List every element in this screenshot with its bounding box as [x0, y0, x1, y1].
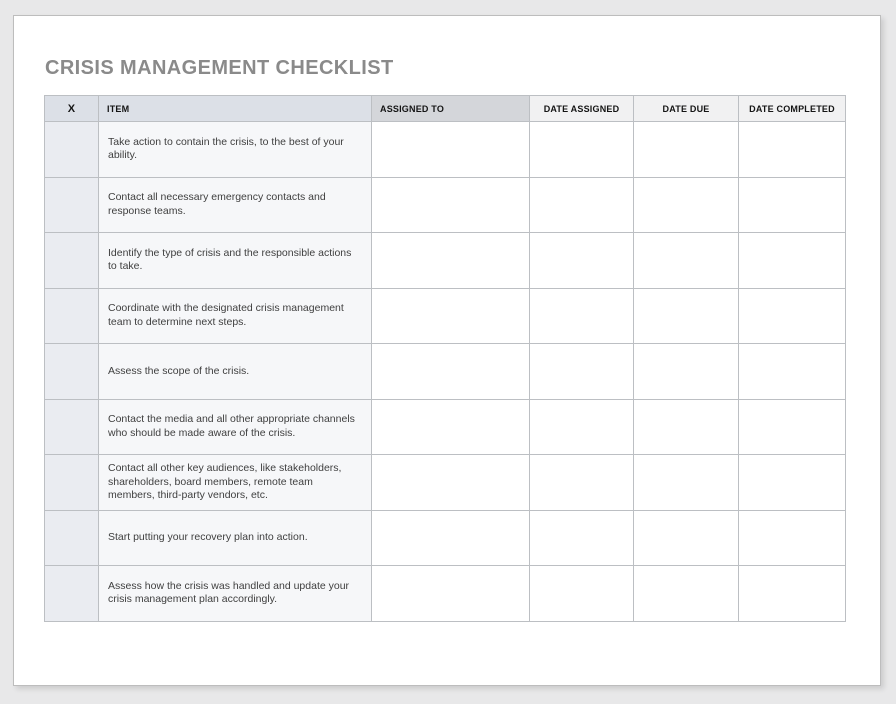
- table-row: [45, 177, 846, 233]
- check-cell[interactable]: [45, 233, 99, 289]
- date-assigned-cell[interactable]: [530, 122, 634, 178]
- date-completed-cell[interactable]: [739, 510, 846, 566]
- date-completed-cell[interactable]: [739, 399, 846, 455]
- check-cell[interactable]: [45, 344, 99, 400]
- table-row: [45, 122, 846, 178]
- table-row: [45, 455, 846, 511]
- assigned-to-cell[interactable]: [372, 510, 530, 566]
- header-check-column: X: [45, 96, 99, 122]
- date-due-cell[interactable]: [634, 510, 739, 566]
- date-due-cell[interactable]: [634, 399, 739, 455]
- check-cell[interactable]: [45, 455, 99, 511]
- check-cell[interactable]: [45, 399, 99, 455]
- table-row: [45, 288, 846, 344]
- date-assigned-cell[interactable]: [530, 344, 634, 400]
- assigned-to-cell[interactable]: [372, 177, 530, 233]
- date-completed-cell[interactable]: [739, 566, 846, 622]
- header-date-due-column: DATE DUE: [634, 96, 739, 122]
- page-title: CRISIS MANAGEMENT CHECKLIST: [45, 57, 394, 79]
- header-date-assigned-column: DATE ASSIGNED: [530, 96, 634, 122]
- item-cell: Contact all necessary emergency contacts and response teams.: [99, 177, 372, 233]
- item-cell: Contact all other key audiences, like stakeholders, shareholders, board members, remote team members, third-party vendors, etc.: [99, 455, 372, 511]
- date-assigned-cell[interactable]: [530, 288, 634, 344]
- date-due-cell[interactable]: [634, 122, 739, 178]
- item-cell: Assess how the crisis was handled and update your crisis management plan accordingly.: [99, 566, 372, 622]
- table-row: [45, 399, 846, 455]
- date-assigned-cell[interactable]: [530, 177, 634, 233]
- item-cell: Take action to contain the crisis, to the best of your ability.: [99, 122, 372, 178]
- check-cell[interactable]: [45, 288, 99, 344]
- date-assigned-cell[interactable]: [530, 566, 634, 622]
- date-assigned-cell[interactable]: [530, 233, 634, 289]
- table-row: [45, 566, 846, 622]
- check-cell[interactable]: [45, 122, 99, 178]
- date-completed-cell[interactable]: [739, 288, 846, 344]
- assigned-to-cell[interactable]: [372, 288, 530, 344]
- date-due-cell[interactable]: [634, 344, 739, 400]
- assigned-to-cell[interactable]: [372, 566, 530, 622]
- date-completed-cell[interactable]: [739, 344, 846, 400]
- date-completed-cell[interactable]: [739, 233, 846, 289]
- date-completed-cell[interactable]: [739, 177, 846, 233]
- header-date-completed-column: DATE COMPLETED: [739, 96, 846, 122]
- table-row: [45, 344, 846, 400]
- item-cell: Identify the type of crisis and the responsible actions to take.: [99, 233, 372, 289]
- header-assigned-to-column: ASSIGNED TO: [372, 96, 530, 122]
- item-cell: Start putting your recovery plan into action.: [99, 510, 372, 566]
- date-completed-cell[interactable]: [739, 122, 846, 178]
- item-cell: Assess the scope of the crisis.: [99, 344, 372, 400]
- date-assigned-cell[interactable]: [530, 399, 634, 455]
- date-due-cell[interactable]: [634, 233, 739, 289]
- document-page: [13, 15, 881, 686]
- date-due-cell[interactable]: [634, 455, 739, 511]
- date-assigned-cell[interactable]: [530, 455, 634, 511]
- check-cell[interactable]: [45, 510, 99, 566]
- table-header-row: [45, 96, 846, 122]
- date-completed-cell[interactable]: [739, 455, 846, 511]
- check-cell[interactable]: [45, 177, 99, 233]
- assigned-to-cell[interactable]: [372, 233, 530, 289]
- date-due-cell[interactable]: [634, 566, 739, 622]
- item-cell: Contact the media and all other appropriate channels who should be made aware of the crisis.: [99, 399, 372, 455]
- assigned-to-cell[interactable]: [372, 399, 530, 455]
- table-row: [45, 233, 846, 289]
- assigned-to-cell[interactable]: [372, 455, 530, 511]
- item-cell: Coordinate with the designated crisis management team to determine next steps.: [99, 288, 372, 344]
- assigned-to-cell[interactable]: [372, 122, 530, 178]
- check-cell[interactable]: [45, 566, 99, 622]
- table-row: [45, 510, 846, 566]
- date-due-cell[interactable]: [634, 177, 739, 233]
- assigned-to-cell[interactable]: [372, 344, 530, 400]
- date-due-cell[interactable]: [634, 288, 739, 344]
- date-assigned-cell[interactable]: [530, 510, 634, 566]
- checklist-table: [44, 95, 846, 622]
- header-item-column: ITEM: [99, 96, 372, 122]
